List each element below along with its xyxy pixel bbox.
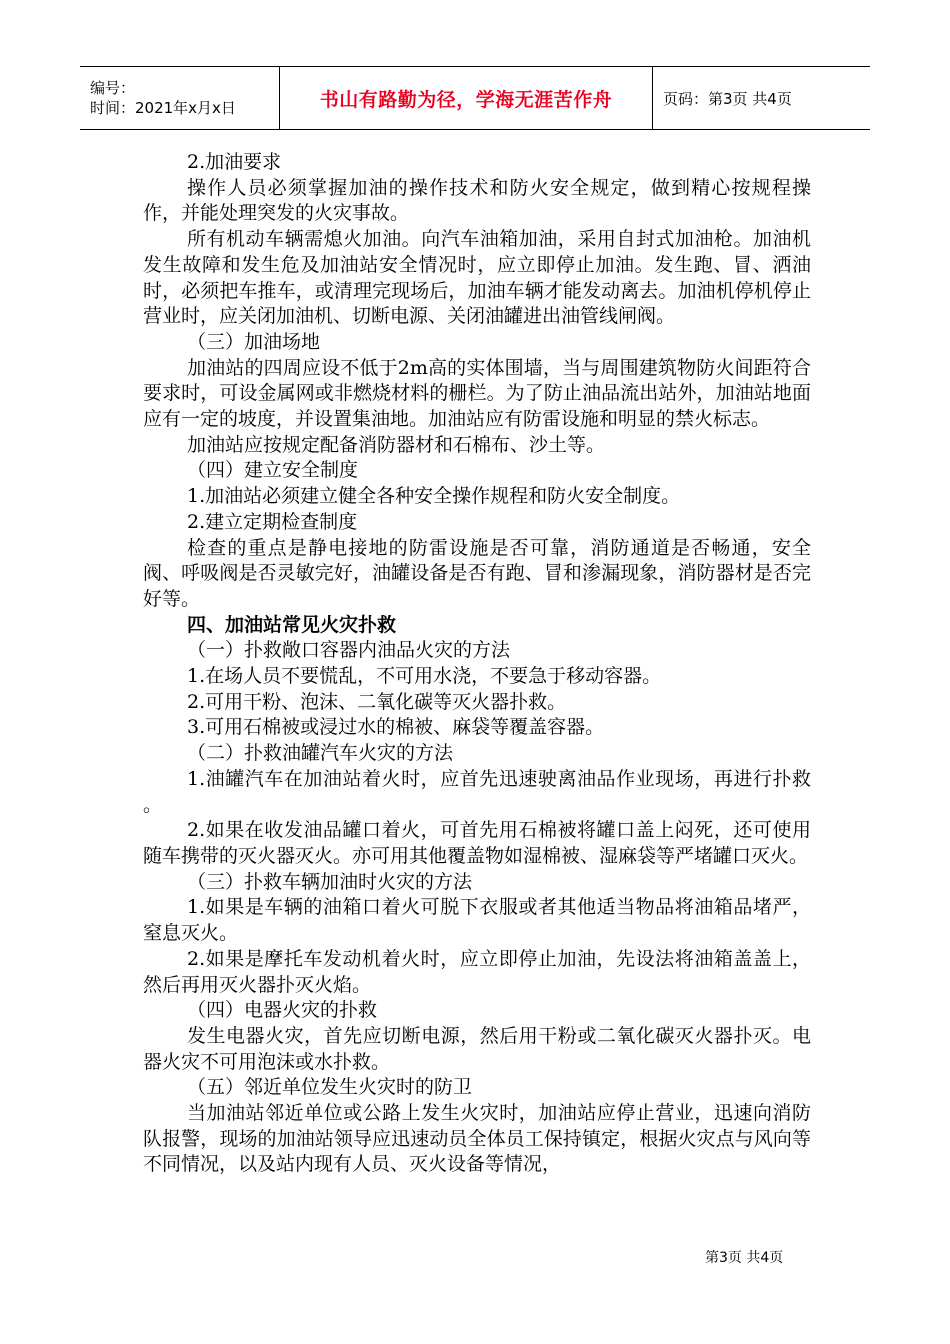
page-footer: 第3页 共4页 bbox=[705, 1250, 784, 1266]
header-page-label: 页码：第3页 共4页 bbox=[663, 89, 792, 108]
body-paragraph: 加油站的四周应设不低于2m高的实体围墙，当与周围建筑物防火间距符合要求时，可设金属网或非燃烧材料的栅栏。为了防止油品流出站外，加油站地面应有一定的坡度，并设置集油地。加油站应有防雷设施和明显的禁火标志。 bbox=[143, 356, 811, 431]
body-paragraph: 当加油站邻近单位或公路上发生火灾时，加油站应停止营业，迅速向消防队报警，现场的加油站领导应迅速动员全体员工保持镇定，根据火灾点与风向等不同情况，以及站内现有人员、灭火设备等情况， bbox=[143, 1102, 811, 1176]
list-item: 1.在场人员不要慌乱，不可用水浇，不要急于移动容器。 bbox=[187, 665, 662, 688]
body-paragraph: 发生电器火灾，首先应切断电源，然后用干粉或二氧化碳灭火器扑灭。电器火灾不可用泡沫或水扑救。 bbox=[143, 1024, 811, 1073]
body-paragraph: 所有机动车辆需熄火加油。向汽车油箱加油，采用自封式加油枪。加油机发生故障和发生危及加油站安全情况时，应立即停止加油。发生跑、冒、洒油时，必须把车推车，或清理完现场后，加油车辆才能发动离去。加油机停机停止营业时，应关闭加油机、切断电源、关闭油罐进出油管线闸阀。 bbox=[143, 228, 811, 328]
section-heading: （三）扑救车辆加油时火灾的方法 bbox=[187, 870, 473, 893]
list-item: 2.如果是摩托车发动机着火时，应立即停止加油，先设法将油箱盖盖上，然后再用灭火器扑灭火焰。 bbox=[143, 947, 811, 996]
list-item: 1.油罐汽车在加油站着火时，应首先迅速驶离油品作业现场，再进行扑救 。 bbox=[143, 767, 811, 816]
document-number-label: 编号： bbox=[90, 79, 136, 97]
section-heading: （一）扑救敞口容器内油品火灾的方法 bbox=[187, 639, 511, 662]
list-item: 2.建立定期检查制度 bbox=[187, 510, 358, 533]
chapter-heading: 四、加油站常见火灾扑救 bbox=[187, 613, 397, 636]
section-heading: 2.加油要求 bbox=[187, 151, 282, 173]
list-item: 1.加油站必须建立健全各种安全操作规程和防火安全制度。 bbox=[187, 485, 681, 508]
section-heading: （四）建立安全制度 bbox=[187, 459, 359, 482]
section-heading: （二）扑救油罐汽车火灾的方法 bbox=[187, 742, 454, 765]
list-item: 1.如果是车辆的油箱口着火可脱下衣服或者其他适当物品将油箱品堵严，窒息灭火。 bbox=[143, 896, 811, 945]
list-item: 2.可用干粉、泡沫、二氧化碳等灭火器扑救。 bbox=[187, 690, 567, 713]
list-item: 3.可用石棉被或浸过水的棉被、麻袋等覆盖容器。 bbox=[187, 716, 605, 739]
section-heading: （五）邻近单位发生火灾时的防卫 bbox=[187, 1076, 473, 1099]
section-heading: （三）加油场地 bbox=[187, 330, 321, 353]
header-motto: 书山有路勤为径，学海无涯苦作舟 bbox=[280, 67, 653, 129]
document-time-label: 时间：2021年x月x日 bbox=[90, 99, 236, 117]
section-heading: （四）电器火灾的扑救 bbox=[187, 999, 378, 1022]
body-paragraph: 加油站应按规定配备消防器材和石棉布、沙土等。 bbox=[187, 433, 606, 456]
list-item: 2.如果在收发油品罐口着火，可首先用石棉被将罐口盖上闷死，还可使用随车携带的灭火器灭火。亦可用其他覆盖物如湿棉被、湿麻袋等严堵罐口灭火。 bbox=[143, 819, 811, 867]
header-meta bbox=[80, 67, 280, 129]
body-paragraph: 检查的重点是静电接地的防雷设施是否可靠，消防通道是否畅通，安全阀、呼吸阀是否灵敏完好，油罐设备是否有跑、冒和渗漏现象，消防器材是否完好等。 bbox=[143, 536, 811, 610]
document-body bbox=[143, 150, 811, 1178]
page-header bbox=[80, 66, 870, 130]
body-paragraph: 操作人员必须掌握加油的操作技术和防火安全规定，做到精心按规程操作，并能处理突发的火灾事故。 bbox=[143, 176, 811, 225]
